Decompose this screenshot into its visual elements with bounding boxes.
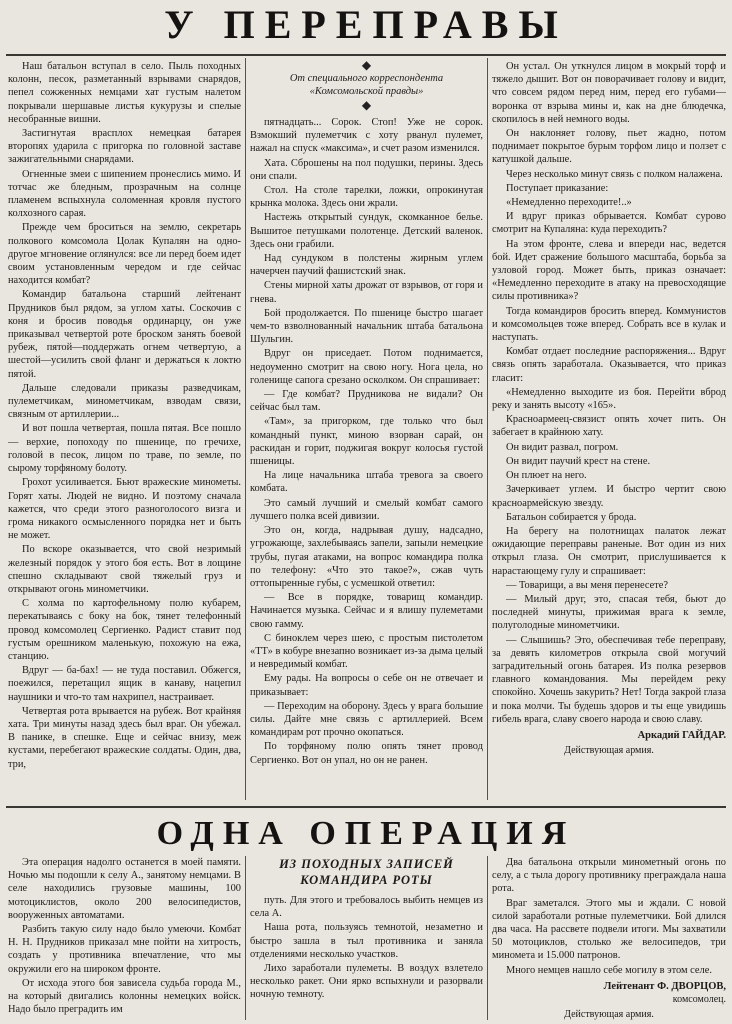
paragraph: На берегу на полотнищах палаток лежат ожидающие переправы раненые. Вот один из них открыл глаза. Он смотрит, прислушивается к нарастающему гулу и спрашивает: — [492, 525, 726, 577]
article2-column-2 — [250, 856, 483, 1020]
paragraph: Вдруг — ба-бах! — не туда поставил. Обжегся, поежился, перетащил ящик в канаву, нацепил наушники и что-то там нахрипел, настраивает. — [8, 665, 241, 703]
paragraph: Он видит развал, погром. — [506, 441, 619, 453]
article1-headline: У ПЕРЕПРАВЫ — [164, 2, 568, 47]
paragraph: С биноклем через шею, с простым пистолетом «ТТ» в кобуре внезапно возникает из-за дыма целый и невредимый комбат. — [250, 632, 483, 671]
article1-column-3 — [492, 60, 726, 800]
paragraph: Грохот усиливается. Бьют вражеские минометы. Горят хаты. Людей не видно. И поэтому сначала кажется, что среди этого разноголосого визга и грома никакого осмысленного порядка нет и быть не может. — [8, 477, 241, 542]
paragraph: Это самый лучший и смелый комбат самого лучшего полка всей дивизии. — [250, 497, 483, 522]
paragraph: Дальше следовали приказы разведчикам, пулеметчикам, минометчикам, взводам связи, связным от артиллерии... — [8, 382, 241, 421]
paragraph: «Там», за пригорком, где только что был командный пункт, миною взорван сарай, он раскидан и горит, поджигая вокруг колосья густой пшеницы. — [250, 416, 483, 468]
paragraph: — Слышишь? Это, обеспечивая тебе переправу, за девять километров открыла свой могучий заградительный огонь батарея. Из полка резервов главного командования. Мы перейдем реку спокойно. Хочешь закурить? Нет! Тогда закрой глаза и пока молчи. Ты будешь здоров и ты еще увидишь гибель врага, славу своего народа и свою славу. — [492, 634, 726, 725]
paragraph: Враг заметался. Этого мы и ждали. С новой силой заработали ротные пулеметчики. Бой длился два часа. На рассвете подвели итоги. Мы захватили 50 мотоциклов, столько же велосипедов, три миномета и 15.000 патронов. — [492, 897, 726, 962]
paragraph: Батальон собирается у брода. — [506, 511, 637, 523]
paragraph: Два батальона открыли минометный огонь по селу, а с тыла дорогу противнику преграждала наша рота. — [492, 857, 726, 895]
paragraph: Прежде чем броситься на землю, секретарь полкового комсомола Цолак Купалян на одно-другое мгновение оглянулся: все ли перед боем идет своим установленным чередом и где сейчас находится комбат? — [8, 222, 241, 287]
paragraph: — Все в порядке, товарищ командир. Начинается музыка. Сейчас и я влишу пулеметами свою гамму. — [250, 592, 483, 630]
paragraph: Разбить такую силу надо было умеючи. Комбат Н. Н. Прудников приказал мне пойти на хитрость, создать у противника впечатление, что мы окружили его на широком фронте. — [8, 924, 241, 975]
paragraph: Зачеркивает углем. И быстро чертит свою красноармейскую звезду. — [492, 484, 726, 509]
paragraph: Он устал. Он уткнулся лицом в мокрый торф и тяжело дышит. Вот он поворачивает голову и видит, что совсем рядом перед ним, перед его губами—воронка от взрыва мины и, как на дне блюдечка, скопилось в ней немного воды. — [492, 61, 726, 125]
article1-column-2 — [250, 58, 483, 798]
ornament-icon: ◆ — [361, 98, 372, 112]
article2-subhead — [250, 856, 483, 888]
paragraph: — Товарищи, а вы меня перенесете? — [506, 579, 668, 591]
author-signature: Лейтенант Ф. ДВОРЦОВ, — [603, 980, 726, 992]
paragraph: Огненные змеи с шипением пронеслись мимо. И тотчас же бледным, прозрачным на солнце пламенем вспыхнула соломенная кровля пустого колхозного сарая. — [8, 168, 241, 220]
article-separator — [6, 806, 726, 808]
paragraph: С холма по картофельному полю кубарем, перекатываясь с боку на бок, тянет телефонный провод комсомолец Сергиенко. Радист ставит под густым орешником маленькую, похожую на ежа, станцию. — [8, 598, 241, 662]
paragraph: Лихо заработали пулеметы. В воздух взлетело несколько ракет. Они ярко вспыхнули и разорвали ночную темноту. — [250, 963, 483, 1001]
paragraph: — Где комбат? Прудникова не видали? Он сейчас был там. — [250, 389, 483, 414]
paragraph: Застигнутая врасплох немецкая батарея второпях ударила с пригорка по головной заставе зажигательными снарядами. — [8, 128, 241, 166]
paragraph: Он наклоняет голову, пьет жадно, потом поднимает покрытое бурым торфом лицо и ползет с катушкой дальше. — [492, 128, 726, 166]
article1-column-1 — [8, 60, 241, 798]
paragraph: Над сундуком в полстены жирным углем начерчен паучий фашистский знак. — [250, 253, 483, 278]
column-divider — [245, 856, 246, 1020]
author-role: комсомолец. — [672, 994, 726, 1006]
paragraph: Стол. На столе тарелки, ложки, опрокинутая крынка молока. Здесь они жрали. — [250, 185, 483, 210]
paragraph: На этом фронте, слева и впереди нас, ведется бой. Идет сражение большого масштаба, борьба за узловой город. Может быть, приказ означает: «Немедленно переходите в атаку на превосходящие силы противника»? — [492, 238, 726, 303]
paragraph: По торфяному полю опять тянет провод Сергиенко. Вот он упал, но он не ранен. — [250, 741, 483, 766]
paragraph: Наша рота, пользуясь темнотой, незаметно и быстро зашла в тыл противника и заняла отделениями несколько участков. — [250, 922, 483, 960]
dateline: Действующая армия. — [564, 1009, 654, 1020]
paragraph: Наш батальон вступал в село. Пыль походных колонн, песок, разметанный взрывами снарядов, пепел сожженных немцами хат густым налетом покрывали шершавые листья кукурузы и спелые несобранные вишни. — [8, 61, 241, 125]
paragraph: Настежь открытый сундук, скомканное белье. Вышитое петушками полотенце. Детский валенок. Здесь они грабили. — [250, 212, 483, 250]
column-divider — [487, 856, 488, 1020]
paragraph: Комбат отдает последние распоряжения... Вдруг связь опять заработала. Оказывается, что приказ гласит: — [492, 346, 726, 384]
byline — [250, 72, 483, 98]
paragraph: Поступает приказание: — [506, 182, 609, 194]
paragraph: Это он, когда, надрывая душу, надсадно, угрожающе, захлебываясь запели, запыли немецкие трубы, пугая атаками, на вопрос командира полка по телефону: «Что это такое?», сжав чуть оттопыренные губы, с усмешкой ответил: — [250, 525, 483, 589]
paragraph: И вдруг приказ обрывается. Комбат сурово смотрит на Купаляна: куда переходить? — [492, 211, 726, 236]
article2-column-3 — [492, 856, 726, 1020]
column-divider — [487, 58, 488, 800]
paragraph: Он видит паучий крест на стене. — [506, 455, 651, 467]
paragraph: путь. Для этого и требовалось выбить немцев из села А. — [250, 895, 483, 920]
paragraph: Тогда командиров бросить вперед. Коммунистов и комсомольцев тоже вперед. Собрать все в кулак и наступать. — [492, 305, 726, 344]
paragraph: Четвертая рота врывается на рубеж. Вот крайняя хата. Три минуты назад здесь был враг. Он убежал. В панике, в спешке. Еще и сейчас внизу, меж кустами, перебегают вражеские солдаты. Один, два, три, — [8, 705, 241, 770]
paragraph: На лице начальника штаба тревога за своего комбата. — [250, 470, 483, 495]
paragraph: Красноармеец-связист опять хочет пить. Он забегает в крайнюю хату. — [492, 414, 726, 439]
byline-line-1: От специального корреспондента — [289, 73, 444, 84]
dateline: Действующая армия. — [564, 745, 654, 757]
paragraph: Эта операция надолго останется в моей памяти. Ночью мы подошли к селу А., занятому немцами. В селе находились грузовые машины, 100 мотоциклистов, около 200 велосипедистов, вооруженных автоматами. — [8, 857, 241, 921]
paragraph: И вот пошла четвертая, пошла пятая. Все пошло — верхие, попоходу по пшенице, по гречихе, головой в песок, лицом по траве, по земле, по сырому торфяному болоту. — [8, 423, 241, 475]
article2-column-1 — [8, 856, 241, 1020]
paragraph: Командир батальона старший лейтенант Прудников был рядом, за углом хаты. Соскочив с коня и бросив поводья ординарцу, он уже приказывал четвертой роте броском занять боевой рубеж, пятой—поддержать огнем четвертую, а шестой—усилить свой фланг и держаться к локтю пятой. — [8, 289, 241, 380]
paragraph: Много немцев нашло себе могилу в этом селе. — [506, 964, 712, 976]
paragraph: Бой продолжается. По пшенице быстро шагает чем-то взволнованный начальник штаба батальона Шульгин. — [250, 307, 483, 346]
byline-line-2: «Комсомольской правды» — [309, 86, 424, 97]
paragraph: — Переходим на оборону. Здесь у врага большие силы. Дайте мне связь с артиллерией. Всем командирам рот прочно окопаться. — [250, 700, 483, 739]
subhead-line-2: КОМАНДИРА РОТЫ — [300, 873, 433, 887]
paragraph: Через несколько минут связь с полком налажена. — [506, 168, 723, 180]
paragraph: Он плюет на него. — [506, 470, 587, 482]
headline-rule — [6, 54, 726, 56]
paragraph: «Немедленно выходите из боя. Перейти вброд реку и занять высоту «165». — [492, 386, 726, 412]
column-divider — [245, 58, 246, 800]
paragraph: — Милый друг, это, спасая тебя, бьют до последней минуты, прижимая врага к земле, полуголодные минометчики. — [492, 593, 726, 632]
paragraph: Хата. Сброшены на пол подушки, перины. Здесь они спали. — [250, 157, 483, 182]
paragraph: пятнадцать... Сорок. Стоп! Уже не сорок. Взмокший пулеметчик с хоту рванул пулемет, нажал на спуск «максима», и счет разом изменился. — [250, 117, 483, 155]
ornament-icon: ◆ — [361, 58, 372, 72]
article2-headline: ОДНА ОПЕРАЦИЯ — [156, 815, 576, 852]
paragraph: Вдруг он приседает. Потом поднимается, недоуменно смотрит на свою ногу. Нога цела, но голенище сапога срезано осколком. Он спрашивает: — [250, 348, 483, 386]
paragraph: По вскоре оказывается, что свой незримый железный порядок у этого боя есть. Вот в лощине спешно складывают свой тяжелый груз и открывают огонь минометчики. — [8, 544, 241, 595]
subhead-line-1: ИЗ ПОХОДНЫХ ЗАПИСЕЙ — [279, 857, 454, 871]
paragraph: От исхода этого боя зависела судьба города М., на который двигались колонны немецких войск. Надо было преградить им — [8, 977, 241, 1016]
paragraph: Ему рады. На вопросы о себе он не отвечает и приказывает: — [250, 673, 483, 698]
paragraph: «Немедленно переходите!..» — [506, 197, 632, 209]
author-signature: Аркадий ГАЙДАР. — [637, 729, 726, 741]
paragraph: Стены мирной хаты дрожат от взрывов, от горя и гнева. — [250, 280, 483, 305]
